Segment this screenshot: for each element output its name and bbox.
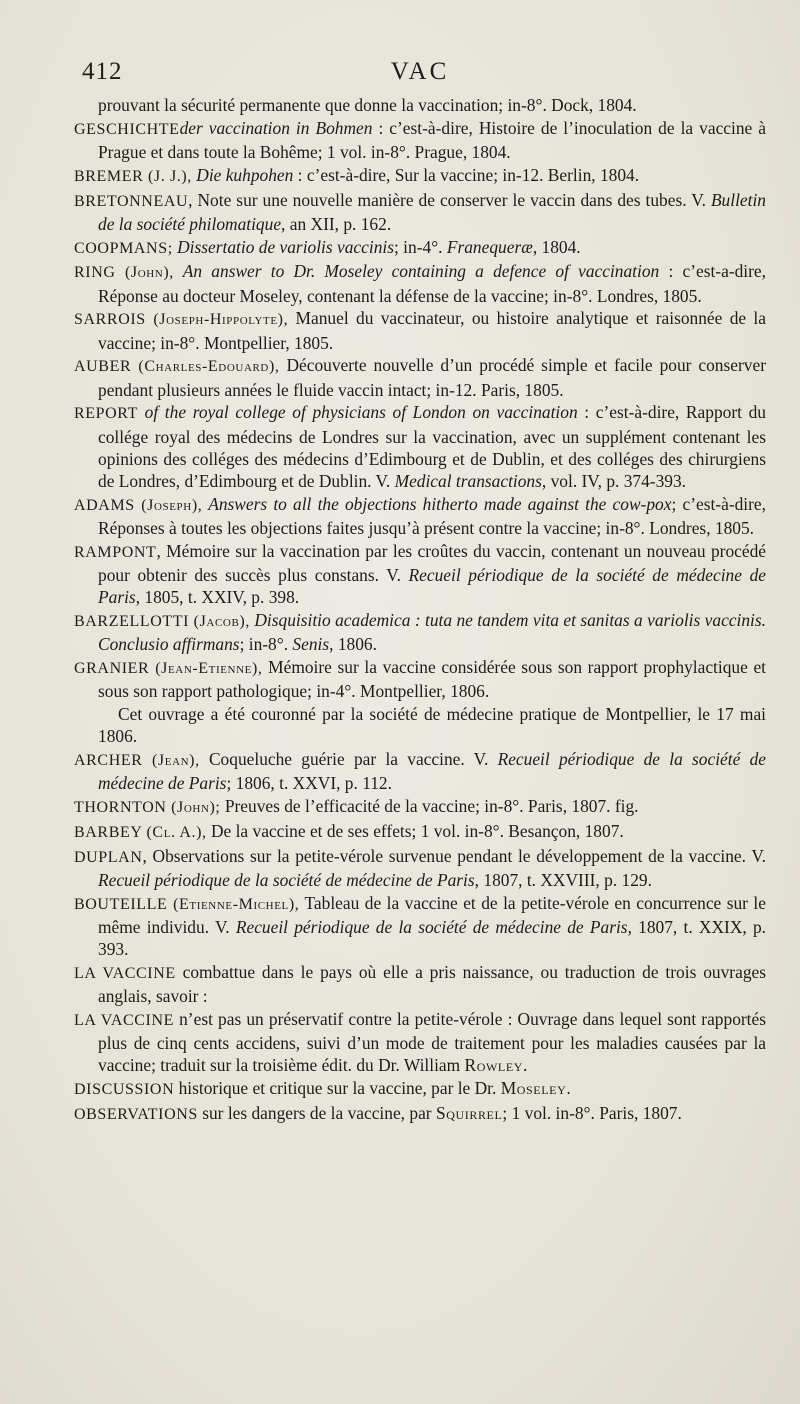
- entry-text: Cet ouvrage a été couronné par la société de médecine pratique de Montpellier, le 17 mai 1806.: [98, 704, 766, 747]
- entry-author: BREMER (J. J.),: [74, 167, 192, 185]
- entry-author: ARCHER (Jean),: [74, 752, 200, 769]
- bibliography-entry: [74, 117, 766, 163]
- bibliography-entry: [74, 354, 766, 400]
- entry-text: .: [523, 1055, 528, 1076]
- entry-author: AUBER (Charles-Edouard),: [74, 358, 280, 376]
- entry-text: Mémoire sur la vaccine considérée sous son rapport prophylactique et sous son rapport pathologique; in-4°. Montpellier, 1806.: [98, 657, 766, 702]
- entry-text: , 1807, t. XXVIII, p. 129.: [474, 869, 652, 890]
- entry-title: Recueil périodique de la société de médecine de Paris: [98, 749, 766, 794]
- entry-text: De la vaccine et de ses effets; 1 vol. in-8°. Besançon, 1807.: [206, 820, 624, 841]
- bibliography-entry: [74, 164, 766, 188]
- entry-author: SARROIS (Joseph-Hippolyte),: [74, 311, 289, 329]
- entry-title: Disquisitio academica : tuta ne tandem vita et sanitas a variolis vaccinis. Conclusio affirmans: [98, 610, 766, 655]
- entry-author: THORNTON (John);: [74, 799, 221, 816]
- running-title: VAC: [390, 58, 450, 85]
- bibliography-entry: [74, 1077, 766, 1101]
- bibliography-entry: [74, 260, 766, 306]
- bibliography-list: [74, 94, 766, 1126]
- entry-title: Franequeræ: [446, 236, 533, 257]
- bibliography-entry: [74, 845, 766, 891]
- entry-text: Manuel du vaccinateur, ou histoire analytique et raisonnée de la vaccine; in-8°. Montpellier, 1805.: [98, 308, 766, 353]
- entry-text: combattue dans le pays où elle a pris naissance, ou traduction de trois ouvrages anglais, savoir :: [98, 961, 767, 1006]
- entry-person: Moseley: [500, 1078, 567, 1098]
- bibliography-entry: [74, 748, 766, 794]
- entry-title: Dissertatio de variolis vaccinis: [172, 236, 394, 257]
- entry-title: An answer to Dr. Moseley containing a defence of vaccination: [173, 261, 660, 282]
- entry-title: Die kuhpohen: [191, 164, 294, 185]
- bibliography-entry: [74, 961, 766, 1007]
- entry-text: n’est pas un préservatif contre la petite-vérole : Ouvrage dans lequel sont rapportés plus de cinq cents accidens, suivi d’un mode de traitement pour les maladies causées par la vaccine; traduit sur la troisième édit. du Dr. William: [98, 1008, 767, 1076]
- entry-title: Recueil périodique de la société de médecine de Paris: [235, 916, 628, 937]
- entry-author: OBSERVATIONS: [74, 1105, 198, 1123]
- bibliography-entry: [74, 493, 766, 539]
- entry-text: ; 1806, t. XXVI, p. 112.: [226, 773, 392, 794]
- entry-title: Recueil périodique de la société de médecine de Paris: [98, 565, 766, 608]
- entry-text: historique et critique sur la vaccine, par le Dr.: [174, 1078, 501, 1098]
- entry-title: der vaccination in Bohmen: [179, 117, 373, 138]
- bibliography-entry: [74, 609, 766, 655]
- entry-person: Rowley: [464, 1055, 524, 1076]
- page-header: [74, 58, 766, 92]
- entry-author: ADAMS (Joseph),: [74, 496, 203, 514]
- entry-text: Découverte nouvelle d’un procédé simple et facile pour conserver pendant plusieurs années le fluide vaccin intact; in-12. Paris, 1805.: [98, 355, 766, 400]
- entry-author: REPORT: [74, 405, 138, 423]
- bibliography-entry: [74, 307, 766, 353]
- entry-author: GRANIER (Jean-Etienne),: [74, 660, 263, 677]
- bibliography-entry: [74, 820, 766, 844]
- entry-title: Medical transactions: [394, 471, 542, 491]
- entry-text: : c’est-à-dire, Sur la vaccine; in-12. Berlin, 1804.: [293, 164, 640, 185]
- bibliography-entry: [74, 656, 766, 702]
- entry-text: , 1804.: [532, 236, 581, 257]
- bibliography-entry: [74, 540, 766, 609]
- entry-author: BARBEY (Cl. A.),: [74, 823, 207, 841]
- entry-text: ; 1 vol. in-8°. Paris, 1807.: [502, 1102, 682, 1123]
- entry-title: Answers to all the objections hitherto made against the cow-pox: [202, 493, 672, 514]
- entry-text: , Observations sur la petite-vérole survenue pendant le développement de la vaccine. V.: [142, 845, 766, 866]
- bibliography-entry: [74, 1008, 766, 1077]
- entry-author: LA VACCINE: [74, 1011, 174, 1029]
- entry-text: : c’est-à-dire, Histoire de l’inoculation de la vaccine à Prague et dans toute la Bohême; 1 vol. in-8°. Prague, 1804.: [98, 117, 766, 162]
- entry-author: DISCUSSION: [74, 1081, 175, 1098]
- bibliography-entry: [74, 795, 766, 819]
- entry-author: DUPLAN: [74, 848, 143, 866]
- page-number: 412: [82, 58, 123, 85]
- entry-text: , vol. IV, p. 374-393.: [541, 471, 687, 491]
- entry-text: ; in-8°.: [239, 634, 293, 655]
- entry-author: RAMPONT: [74, 543, 157, 561]
- entry-text: Tableau de la vaccine et de la petite-vérole en concurrence sur le même individu. V.: [98, 892, 766, 937]
- entry-title: of the royal college of physicians of London on vaccination: [137, 402, 578, 423]
- entry-text: , 1806.: [329, 634, 377, 655]
- entry-author: LA VACCINE: [74, 964, 176, 982]
- entry-text: : c’est-a-dire, Réponse au docteur Moseley, contenant la défense de la vaccine; in-8°. Londres, 1805.: [98, 261, 766, 306]
- entry-note: [74, 703, 766, 747]
- entry-text: prouvant la sécurité permanente que donne la vaccination; in-8°. Dock, 1804.: [98, 95, 637, 115]
- entry-text: : c’est-à-dire, Rapport du collége royal des médecins de Londres sur la vaccination, avec un supplément contenant les opinions des colléges des médecins d’Edimbourg et de Dublin, et des colléges des chirurgiens de Londres, d’Edimbourg et de Dublin. V.: [98, 402, 766, 491]
- entry-text: , 1805, t. XXIV, p. 398.: [135, 587, 300, 608]
- entry-title: Recueil périodique de la société de médecine de Paris: [98, 869, 475, 890]
- entry-text: ; in-4°.: [394, 236, 447, 257]
- entry-text: Preuves de l’efficacité de la vaccine; in-8°. Paris, 1807. fig.: [220, 796, 639, 816]
- bibliography-entry: [74, 236, 766, 260]
- entry-continuation: [74, 94, 766, 116]
- entry-text: sur les dangers de la vaccine, par: [197, 1102, 436, 1123]
- bibliography-entry: [74, 1102, 766, 1126]
- entry-person: Squirrel: [435, 1102, 503, 1123]
- entry-author: BARZELLOTTI (Jacob),: [74, 613, 250, 630]
- entry-text: Coqueluche guérie par la vaccine. V.: [199, 749, 498, 769]
- entry-text: , Note sur une nouvelle manière de conserver le vaccin dans des tubes. V.: [188, 189, 711, 210]
- entry-author: COOPMANS;: [74, 239, 173, 257]
- bibliography-entry: [74, 189, 766, 235]
- entry-title: Bulletin de la société philomatique: [98, 189, 766, 234]
- entry-author: RING (John),: [74, 264, 174, 282]
- bibliography-entry: [74, 892, 766, 961]
- entry-text: ; c’est-à-dire, Réponses à toutes les objections faites jusqu’à présent contre la vaccine; in-8°. Londres, 1805.: [98, 493, 766, 538]
- entry-title: Senis: [292, 634, 330, 655]
- entry-text: , 1807, t. XXIX, p. 393.: [98, 916, 767, 959]
- entry-text: .: [566, 1078, 571, 1098]
- bibliography-entry: [74, 401, 766, 492]
- entry-text: , Mémoire sur la vaccination par les croûtes du vaccin, contenant un nouveau procédé pour obtenir des succès plus constans. V.: [98, 540, 766, 585]
- entry-author: BOUTEILLE (Etienne-Michel),: [74, 895, 300, 913]
- entry-author: BRETONNEAU: [74, 192, 189, 210]
- entry-author: GESCHICHTE: [74, 120, 180, 138]
- entry-text: , an XII, p. 162.: [281, 213, 392, 234]
